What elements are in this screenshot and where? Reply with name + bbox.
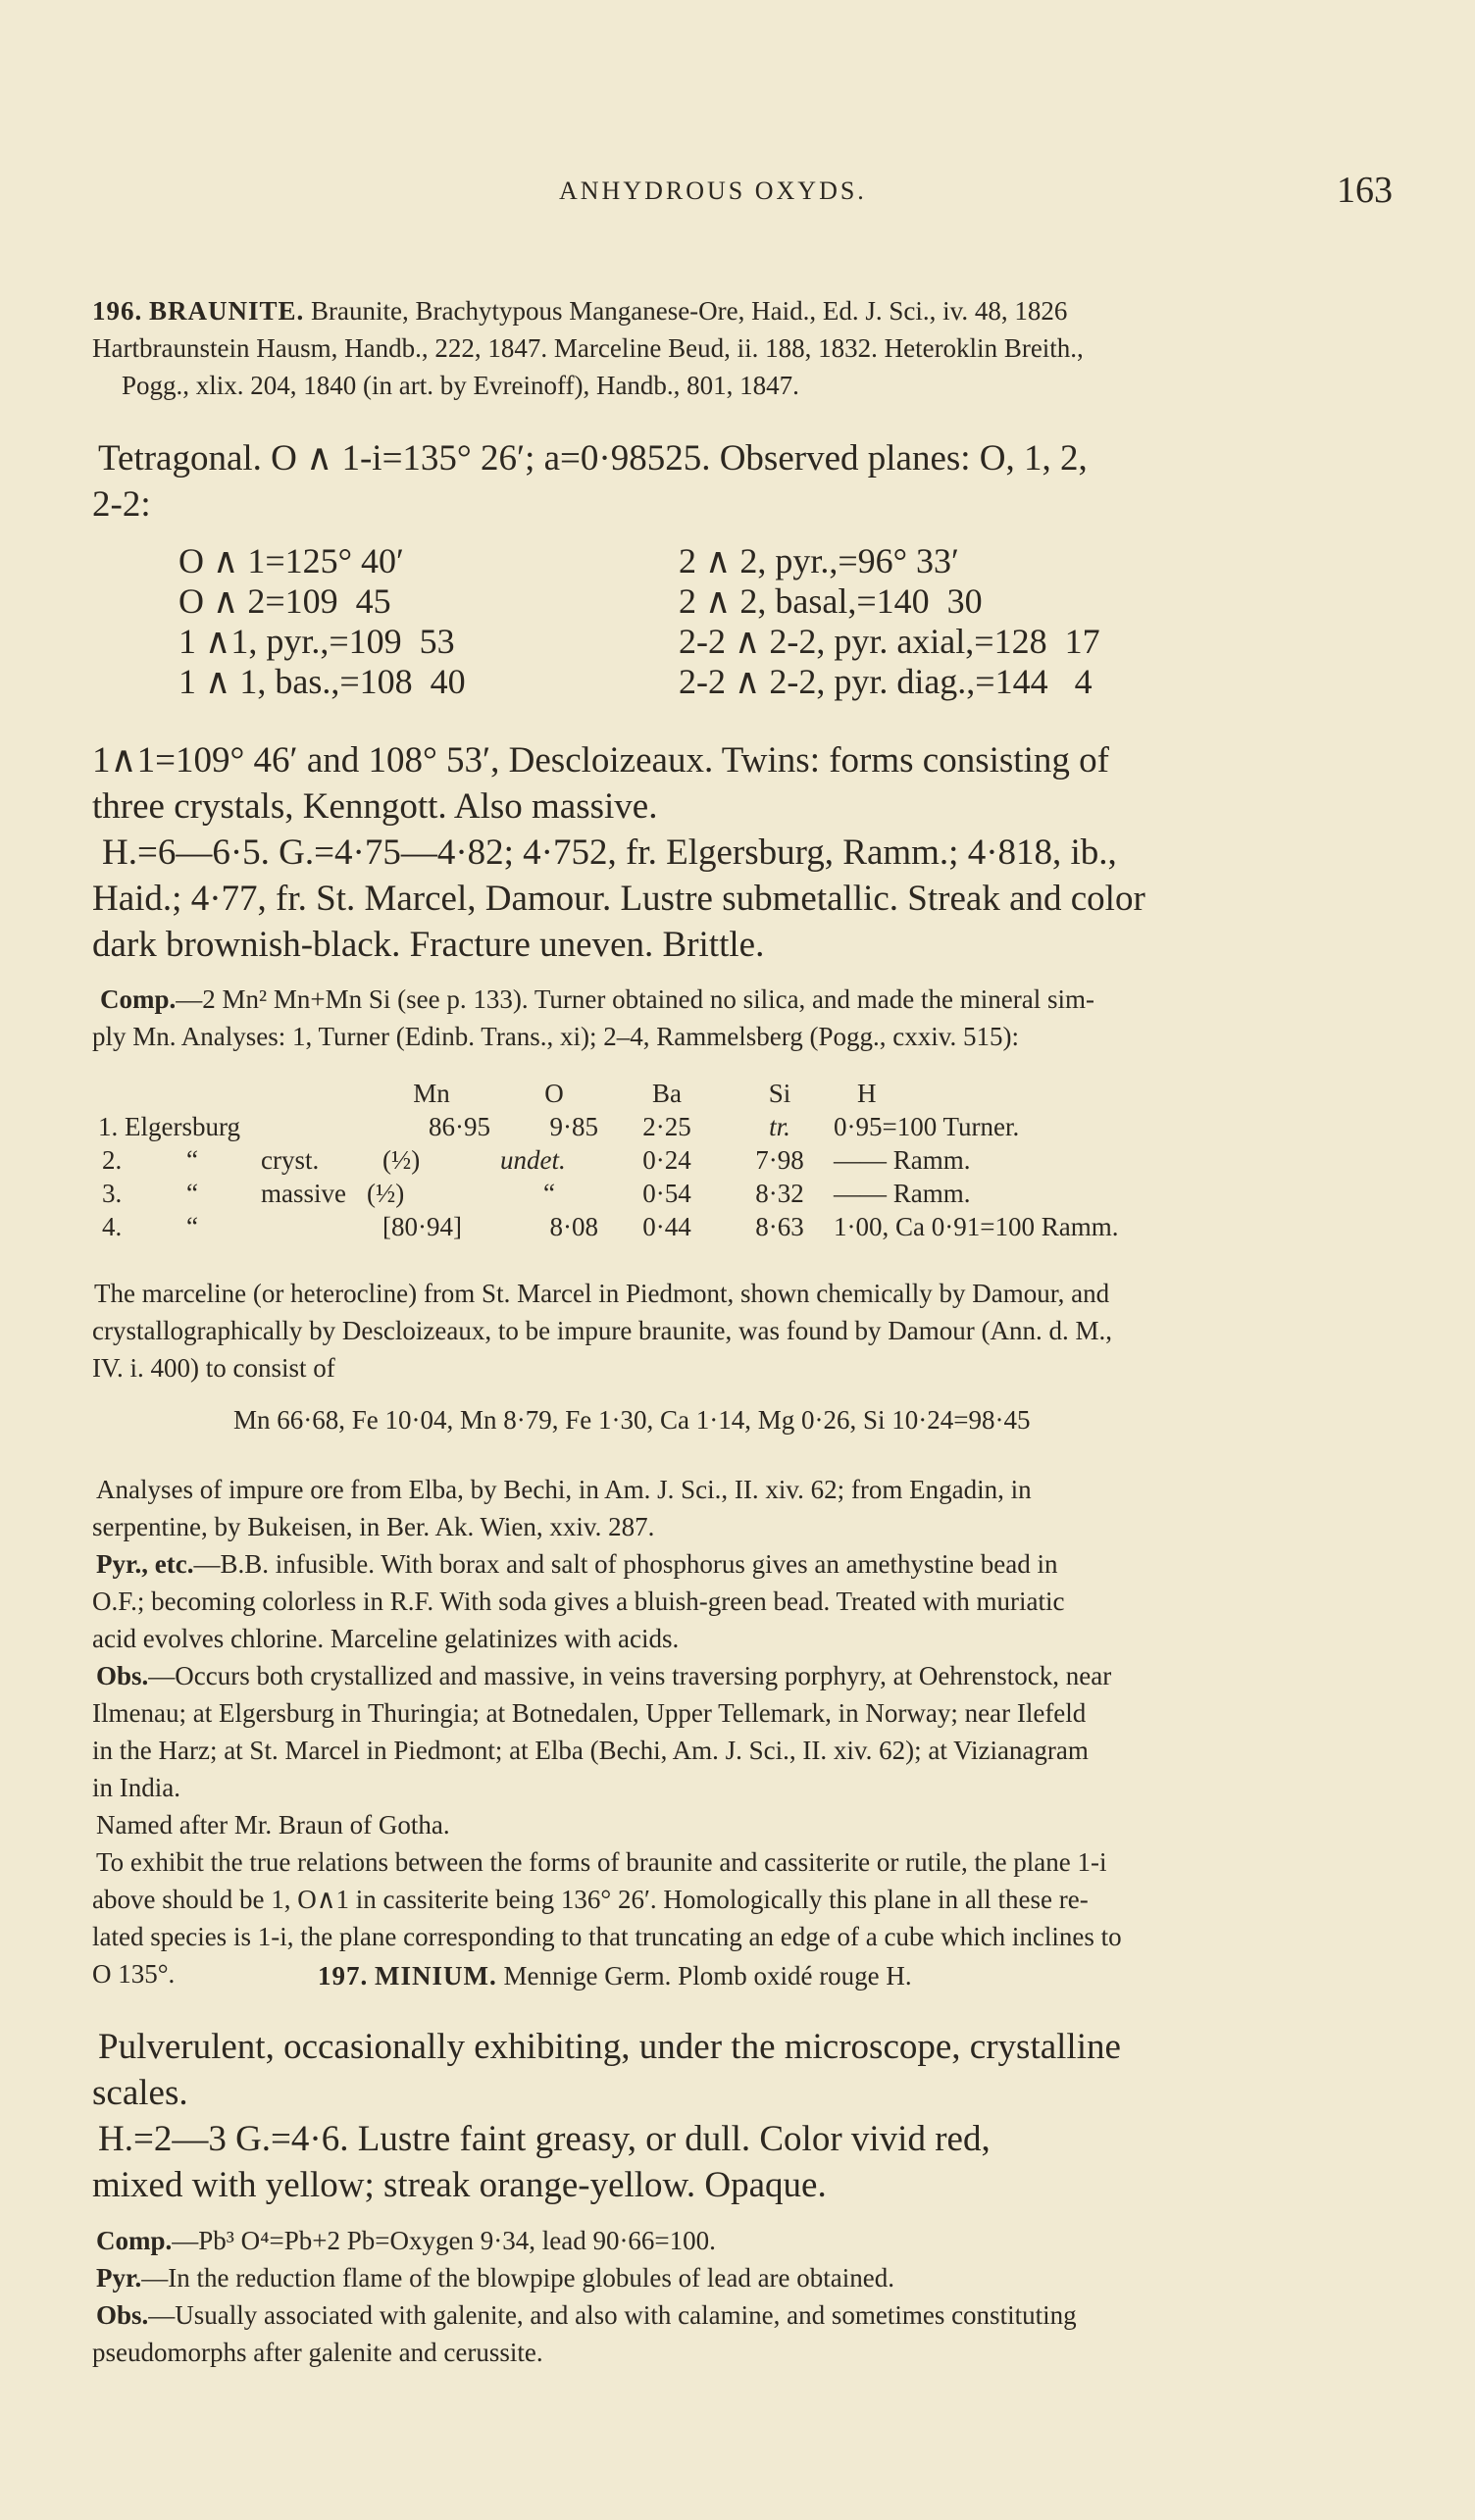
crystal-line: 2-2: bbox=[92, 484, 151, 525]
braunite-description bbox=[92, 737, 1397, 968]
table-cell: 0·24 bbox=[642, 1145, 691, 1175]
table-cell: “ bbox=[543, 1179, 555, 1208]
paragraph-line: O.F.; becoming colorless in R.F. With soda gives a bluish-green bead. Treated with muriatic bbox=[92, 1587, 1065, 1616]
marceline-paragraph bbox=[92, 1275, 1397, 1386]
angle-value: 2-2 ∧ 2-2, pyr. diag.,=144 4 bbox=[679, 662, 1093, 701]
paragraph-line: Ilmenau; at Elgersburg in Thuringia; at Botnedalen, Upper Tellemark, in Norway; near Ilefeld bbox=[92, 1698, 1087, 1728]
running-title: ANHYDROUS OXYDS. bbox=[559, 176, 867, 205]
paragraph-line: To exhibit the true relations between the forms of braunite and cassiterite or rutile, the plane 1-i bbox=[96, 1847, 1107, 1877]
table-row bbox=[98, 1209, 1171, 1242]
synonymy-line: Braunite, Brachytypous Manganese-Ore, Haid., Ed. J. Sci., iv. 48, 1826 bbox=[311, 296, 1068, 326]
paragraph-line: in the Harz; at St. Marcel in Piedmont; at Elba (Bechi, Am. J. Sci., II. xiv. 62); at Vizianagram bbox=[92, 1736, 1089, 1765]
column-header: O bbox=[544, 1079, 564, 1108]
paragraph-line: in India. bbox=[92, 1773, 180, 1802]
table-cell: 86·95 bbox=[429, 1112, 490, 1141]
obs-label: Obs. bbox=[96, 2300, 149, 2330]
comp-label: Comp. bbox=[100, 984, 177, 1014]
comp-label: Comp. bbox=[96, 2226, 173, 2255]
comp-text: —Pb³ O⁴=Pb+2 Pb=Oxygen 9·34, lead 90·66=100. bbox=[172, 2226, 716, 2255]
minium-heading bbox=[318, 1961, 912, 1991]
synonymy-line: Hartbraunstein Hausm, Handb., 222, 1847. Marceline Beud, ii. 188, 1832. Heteroklin Breith., bbox=[92, 333, 1084, 363]
angle-value: 1 ∧ 1, bas.,=108 40 bbox=[178, 662, 466, 701]
synonymy-line: Mennige Germ. Plomb oxidé rouge H. bbox=[503, 1961, 912, 1991]
paragraph-line: lated species is 1-i, the plane corresponding to that truncating an edge of a cube which inclines to bbox=[92, 1922, 1122, 1951]
table-row bbox=[98, 1142, 1171, 1176]
formula-line: Mn 66·68, Fe 10·04, Mn 8·79, Fe 1·30, Ca 1·14, Mg 0·26, Si 10·24=98·45 bbox=[233, 1405, 1031, 1435]
obs-label: Obs. bbox=[96, 1661, 149, 1690]
description-line: dark brownish-black. Fracture uneven. Brittle. bbox=[92, 925, 765, 965]
table-cell: undet. bbox=[500, 1145, 566, 1175]
paragraph-line: The marceline (or heterocline) from St. Marcel in Piedmont, shown chemically by Damour, and bbox=[94, 1279, 1110, 1308]
pyr-label: Pyr., etc. bbox=[96, 1549, 194, 1579]
table-cell bbox=[226, 1209, 363, 1242]
minium-notes bbox=[92, 2222, 1397, 2371]
table-cell: “ bbox=[186, 1145, 198, 1175]
paragraph-line: serpentine, by Bukeisen, in Ber. Ak. Wien, xxiv. 287. bbox=[92, 1512, 655, 1541]
paragraph-line: —B.B. infusible. With borax and salt of phosphorus gives an amethystine bead in bbox=[193, 1549, 1058, 1579]
table-cell: 8·63 bbox=[755, 1212, 804, 1241]
table-cell: —— Ramm. bbox=[834, 1145, 971, 1175]
page-number: 163 bbox=[1337, 170, 1393, 211]
table-cell: 0·44 bbox=[642, 1212, 691, 1241]
column-header: Ba bbox=[652, 1079, 682, 1108]
description-line: mixed with yellow; streak orange-yellow. Opaque. bbox=[92, 2165, 827, 2205]
paragraph-line: pseudomorphs after galenite and cerussite. bbox=[92, 2338, 543, 2367]
description-line: Pulverulent, occasionally exhibiting, under the microscope, crystalline bbox=[98, 2027, 1121, 2067]
braunite-crystallography bbox=[92, 435, 1397, 528]
paragraph-line: above should be 1, O∧1 in cassiterite being 136° 26′. Homologically this plane in all these re- bbox=[92, 1885, 1089, 1914]
paragraph-line: —Usually associated with galenite, and also with calamine, and sometimes constituting bbox=[148, 2300, 1077, 2330]
analyses-table bbox=[98, 1076, 1171, 1242]
species-number: 196. bbox=[92, 296, 143, 326]
column-header: H bbox=[857, 1079, 877, 1108]
table-row bbox=[98, 1109, 1171, 1142]
table-cell: 7·98 bbox=[755, 1145, 804, 1175]
species-number: 197. bbox=[318, 1961, 369, 1991]
table-cell: 3. bbox=[102, 1179, 123, 1208]
table-header-row bbox=[98, 1076, 1171, 1109]
angle-value: O ∧ 2=109 45 bbox=[178, 581, 391, 621]
angle-value: 2-2 ∧ 2-2, pyr. axial,=128 17 bbox=[679, 622, 1100, 661]
description-line: scales. bbox=[92, 2073, 188, 2113]
table-cell: 8·08 bbox=[549, 1212, 598, 1241]
table-cell: tr. bbox=[769, 1112, 790, 1141]
paragraph-line: crystallographically by Descloizeaux, to be impure braunite, was found by Damour (Ann. d. M., bbox=[92, 1316, 1112, 1345]
paragraph-line: O 135°. bbox=[92, 1959, 176, 1989]
paragraph-line: acid evolves chlorine. Marceline gelatinizes with acids. bbox=[92, 1624, 680, 1653]
pyr-label: Pyr. bbox=[96, 2263, 142, 2293]
angles-left bbox=[178, 541, 466, 702]
table-cell: 0·54 bbox=[642, 1179, 691, 1208]
table-cell: —— Ramm. bbox=[834, 1179, 971, 1208]
crystal-line: Tetragonal. O ∧ 1-i=135° 26′; a=0·98525. Observed planes: O, 1, 2, bbox=[98, 438, 1088, 479]
angle-value: 2 ∧ 2, pyr.,=96° 33′ bbox=[679, 541, 959, 580]
paragraph-line: Named after Mr. Braun of Gotha. bbox=[96, 1810, 450, 1840]
paragraph-line: —In the reduction flame of the blowpipe globules of lead are obtained. bbox=[141, 2263, 894, 2293]
paragraph-line: Analyses of impure ore from Elba, by Bechi, in Am. J. Sci., II. xiv. 62; from Engadin, in bbox=[96, 1475, 1032, 1504]
table-cell: 2. bbox=[102, 1145, 123, 1175]
column-header: Si bbox=[768, 1079, 791, 1108]
angles-right bbox=[679, 541, 1100, 702]
table-cell: (½) bbox=[367, 1179, 405, 1208]
column-header: Mn bbox=[413, 1079, 450, 1108]
table-cell: “ bbox=[186, 1212, 198, 1241]
comp-text: —2 Mn² Mn+Mn Si (see p. 133). Turner obtained no silica, and made the mineral sim- bbox=[176, 984, 1094, 1014]
table-cell: (½) bbox=[382, 1145, 421, 1175]
table-cell: “ bbox=[186, 1179, 198, 1208]
running-head bbox=[0, 169, 1475, 216]
table-cell: massive bbox=[261, 1179, 346, 1208]
species-name: MINIUM. bbox=[375, 1961, 497, 1991]
table-row bbox=[98, 1176, 1171, 1209]
table-cell: 8·32 bbox=[755, 1179, 804, 1208]
table-cell: 1·00, Ca 0·91=100 Ramm. bbox=[834, 1212, 1119, 1241]
braunite-composition bbox=[92, 981, 1397, 1055]
braunite-notes bbox=[92, 1471, 1397, 1992]
species-name: BRAUNITE. bbox=[149, 296, 305, 326]
table-cell: cryst. bbox=[261, 1145, 320, 1175]
table-cell: [80·94] bbox=[382, 1212, 462, 1241]
description-line: three crystals, Kenngott. Also massive. bbox=[92, 786, 658, 827]
braunite-synonymy bbox=[92, 292, 1397, 404]
angle-value: O ∧ 1=125° 40′ bbox=[178, 541, 404, 580]
angle-value: 2 ∧ 2, basal,=140 30 bbox=[679, 581, 983, 621]
description-line: 1∧1=109° 46′ and 108° 53′, Descloizeaux. Twins: forms consisting of bbox=[92, 740, 1109, 781]
table-cell: 1. Elgersburg bbox=[98, 1112, 240, 1141]
synonymy-line: Pogg., xlix. 204, 1840 (in art. by Evreinoff), Handb., 801, 1847. bbox=[122, 371, 799, 400]
comp-text: ply Mn. Analyses: 1, Turner (Edinb. Trans., xi); 2–4, Rammelsberg (Pogg., cxxiv. 515): bbox=[92, 1022, 1019, 1051]
description-line: Haid.; 4·77, fr. St. Marcel, Damour. Lustre submetallic. Streak and color bbox=[92, 879, 1145, 919]
minium-description bbox=[92, 2024, 1397, 2208]
table-cell: 0·95=100 Turner. bbox=[834, 1112, 1020, 1141]
paragraph-line: IV. i. 400) to consist of bbox=[92, 1353, 335, 1383]
table-cell: 9·85 bbox=[549, 1112, 598, 1141]
table-cell: 4. bbox=[102, 1212, 123, 1241]
description-line: H.=2—3 G.=4·6. Lustre faint greasy, or dull. Color vivid red, bbox=[98, 2119, 991, 2159]
table-cell: 2·25 bbox=[642, 1112, 691, 1141]
angle-value: 1 ∧1, pyr.,=109 53 bbox=[178, 622, 455, 661]
paragraph-line: —Occurs both crystallized and massive, in veins traversing porphyry, at Oehrenstock, near bbox=[148, 1661, 1112, 1690]
description-line: H.=6—6·5. G.=4·75—4·82; 4·752, fr. Elgersburg, Ramm.; 4·818, ib., bbox=[102, 832, 1117, 873]
